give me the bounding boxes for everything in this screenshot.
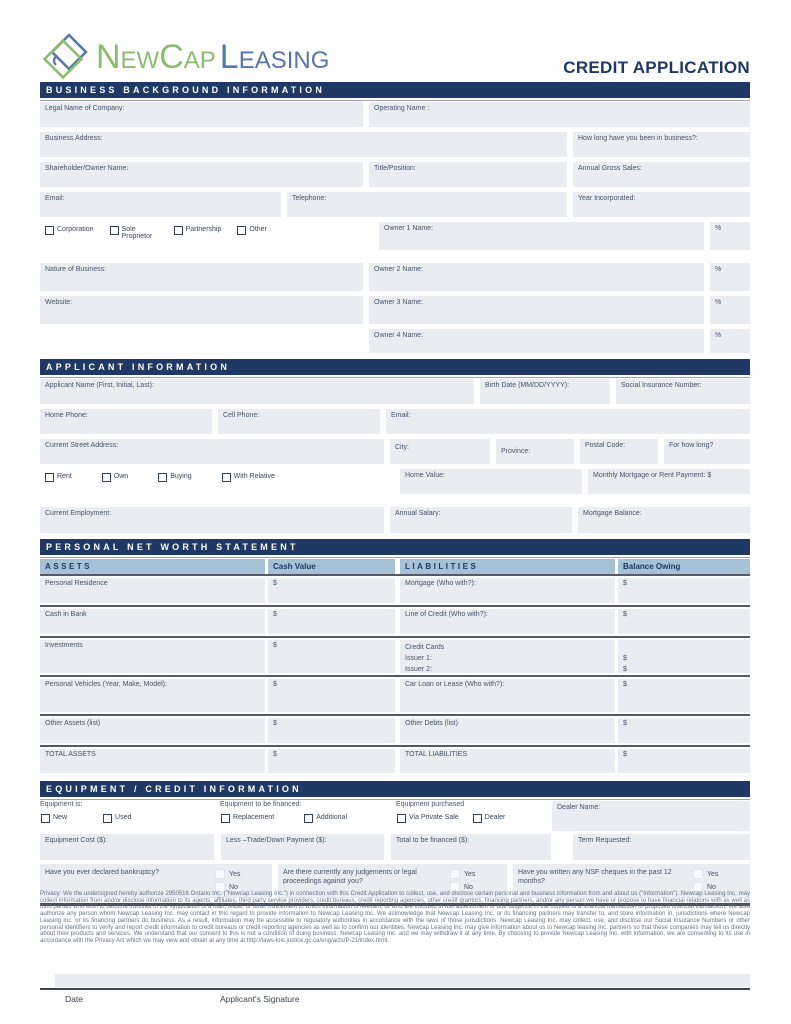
new-label: New — [53, 814, 68, 821]
private-sale-label: Via Private Sale — [409, 814, 459, 821]
entity-option-sole-proprietor — [110, 226, 158, 254]
line-of-credit-field[interactable] — [400, 609, 615, 634]
credit-cards-field[interactable] — [400, 640, 615, 673]
line-of-credit-balance-field[interactable] — [618, 609, 750, 634]
judgements-yes-checkbox[interactable] — [450, 869, 460, 879]
signature-rule — [40, 988, 750, 990]
business-row-5 — [40, 222, 750, 258]
residence-option-own — [102, 473, 128, 498]
equipment-cost-field[interactable] — [40, 834, 214, 860]
how-long-in-business-label: How long have you been in business?: — [578, 135, 698, 142]
home-value-field[interactable] — [400, 469, 582, 494]
dealer-label: Dealer — [484, 814, 506, 821]
dealer-name-label: Dealer Name: — [557, 804, 601, 811]
nsf-yes-checkbox[interactable] — [693, 869, 703, 879]
legal-name-field[interactable] — [40, 102, 363, 127]
partnership-label: Partnership — [185, 226, 222, 233]
used-label: Used — [115, 814, 132, 821]
private-sale-option — [397, 814, 459, 823]
entity-option-other — [237, 226, 267, 254]
cash-value-column-header: Cash Value — [268, 559, 395, 574]
shareholder-name-field[interactable] — [40, 162, 363, 187]
applicant-row-2 — [40, 409, 750, 434]
issuer-2-label: Issuer 2: — [405, 666, 432, 673]
dealer-name-field[interactable] — [552, 801, 750, 831]
dollar-sign: $ — [623, 666, 627, 673]
equipment-is-label: Equipment is: — [40, 801, 83, 808]
equipment-row-2 — [40, 834, 750, 860]
additional-checkbox[interactable] — [304, 814, 313, 823]
corporation-checkbox[interactable] — [45, 226, 54, 235]
networth-row-cash — [40, 605, 750, 634]
dollar-sign: $ — [623, 611, 627, 618]
networth-row-investments — [40, 636, 750, 673]
networth-row-other — [40, 714, 750, 743]
car-loan-balance-field[interactable] — [618, 679, 750, 712]
cash-in-bank-label-cell — [40, 609, 265, 634]
investments-label-cell — [40, 640, 265, 673]
applicant-name-field[interactable] — [40, 379, 474, 404]
no-label: No — [229, 883, 238, 891]
owner-2-name-label: Owner 2 Name: — [374, 266, 424, 273]
current-employment-field[interactable] — [40, 507, 384, 533]
total-assets-label-cell — [40, 749, 265, 773]
yes-label: Yes — [707, 870, 719, 878]
entity-option-partnership — [174, 226, 222, 254]
logo-diamond-icon — [40, 32, 90, 82]
business-row-2 — [40, 132, 750, 157]
networth-row-totals — [40, 745, 750, 773]
corporation-label: Corporation — [57, 226, 94, 233]
owner-3-percent-field[interactable] — [710, 296, 750, 324]
cash-in-bank-value-field[interactable] — [268, 609, 395, 634]
percent-sign: % — [715, 299, 722, 306]
dollar-sign: $ — [623, 720, 627, 727]
business-row-1 — [40, 102, 750, 127]
investments-value-field[interactable] — [268, 640, 395, 673]
home-value-label: Home Value: — [405, 472, 445, 479]
page-title: CREDIT APPLICATION — [563, 58, 750, 77]
how-long-in-business-field[interactable] — [573, 132, 750, 157]
additional-option — [304, 814, 347, 823]
postal-code-label: Postal Code: — [585, 442, 626, 449]
birth-date-label: Birth Date (MM/DD/YYYY): — [485, 382, 570, 389]
spacer — [623, 642, 745, 653]
residence-options — [40, 469, 394, 502]
mortgage-balance-label: Mortgage Balance: — [583, 510, 642, 517]
percent-sign: % — [715, 266, 722, 273]
residence-option-with-relative — [222, 473, 275, 498]
bankruptcy-yes-checkbox[interactable] — [215, 869, 225, 879]
current-employment-label: Current Employment: — [45, 510, 112, 517]
entity-type-options — [40, 222, 373, 258]
residence-option-buying — [158, 473, 191, 498]
owner-2-percent-field[interactable] — [710, 263, 750, 291]
cell-phone-label: Cell Phone: — [223, 412, 260, 419]
nsf-question-label: Have you written any NSF cheques in the past 12 months? — [518, 869, 672, 885]
line-of-credit-label: Line of Credit (Who with?): — [405, 611, 488, 618]
date-label: Date — [65, 994, 83, 1004]
investments-label: Investments — [45, 642, 83, 649]
applicant-row-3 — [40, 439, 750, 464]
other-assets-label: Other Assets (list) — [45, 720, 101, 727]
replacement-checkbox[interactable] — [221, 814, 230, 823]
website-field[interactable] — [40, 296, 363, 324]
for-how-long-label: For how long? — [669, 442, 714, 449]
mortgage-balance-field[interactable] — [578, 507, 750, 533]
dollar-sign: $ — [273, 642, 277, 649]
sole-proprietor-label: Sole Proprietor — [121, 226, 153, 240]
total-assets-label: TOTAL ASSETS — [45, 751, 96, 758]
applicant-row-1 — [40, 379, 750, 404]
applicant-email-field[interactable] — [386, 409, 750, 434]
dollar-sign: $ — [623, 655, 627, 662]
logo-wordmark — [96, 40, 329, 74]
city-label: City: — [395, 444, 409, 451]
percent-sign: % — [715, 332, 722, 339]
dollar-sign: $ — [273, 720, 277, 727]
other-debts-balance-field[interactable] — [618, 718, 750, 743]
legal-name-label: Legal Name of Company: — [45, 105, 125, 112]
other-debts-field[interactable] — [400, 718, 615, 743]
section-bar-equipment: EQUIPMENT / CREDIT INFORMATION — [40, 781, 750, 797]
home-phone-field[interactable] — [40, 409, 212, 434]
credit-cards-balance-field[interactable] — [618, 640, 750, 673]
rent-checkbox[interactable] — [45, 473, 54, 482]
owner-3-name-label: Owner 3 Name: — [374, 299, 424, 306]
newcap-leasing-logo — [40, 32, 329, 82]
yes-label: Yes — [464, 870, 476, 878]
applicant-email-label: Email: — [391, 412, 411, 419]
with-relative-checkbox[interactable] — [222, 473, 231, 482]
cell-phone-field[interactable] — [218, 409, 380, 434]
postal-code-field[interactable] — [580, 439, 658, 464]
assets-column-header: ASSETS — [40, 559, 265, 574]
own-checkbox[interactable] — [102, 473, 111, 482]
business-row-7 — [40, 296, 750, 324]
owner-1-name-field[interactable] — [379, 222, 704, 250]
replacement-option — [221, 814, 274, 823]
year-incorporated-label: Year Incorporated: — [578, 195, 636, 202]
other-label: Other — [249, 226, 267, 233]
applicant-signature-label: Applicant's Signature — [220, 994, 300, 1004]
total-financed-label: Total to be financed ($): — [396, 837, 470, 844]
owner-1-name-label: Owner 1 Name: — [384, 225, 434, 232]
sin-field[interactable] — [616, 379, 750, 404]
telephone-field[interactable] — [287, 192, 567, 217]
personal-vehicles-label-cell — [40, 679, 265, 712]
no-label: No — [707, 883, 716, 891]
term-requested-field[interactable] — [573, 834, 750, 860]
car-loan-label: Car Loan or Lease (Who with?): — [405, 681, 505, 688]
other-assets-label-cell — [40, 718, 265, 743]
other-checkbox[interactable] — [237, 226, 246, 235]
applicant-name-label: Applicant Name (First, Initial, Last): — [45, 382, 154, 389]
less-trade-label: Less –Trade/Down Payment ($): — [226, 837, 327, 844]
logo-word-newcap: NewCap — [96, 38, 216, 76]
less-trade-field[interactable] — [221, 834, 384, 860]
privacy-disclosure-text: Privacy: We the undersigned hereby authorize 2950516 Ontario Inc. ("Newcap Leasing Inc.") in connection with this Credit Application to collect, use, and disclose certain personal and business information from and about us ("Information"). Newcap Leasing Inc. may collect information from and/or disclose information to its agents, affiliates, third party service providers, credit bureaus, credit reporting agencies, other credit grantors, financing partners, and/or any person we have or propose to have financial relations with as well as third parties who wish to become involved in the syndication of a loan, lease, or other investment in which information is relevant, or who are involved in risk assessment or due diligence in the context of a financial transaction or proposed financial transaction. We also authorize any person whom Newcap Leasing Inc. may contact in this regard to provide information to Newcap Leasing Inc. We acknowledge that Newcap Leasing Inc. or its financing partners may transfer to, and store information in, jurisdictions where Newcap Leasing Inc. or its financing partners do business. As a result, information may be accessible to regulatory authorities in accordance with the laws of those jurisdictions. Newcap Leasing Inc. may collect, use, and disclose our Social Insurance Numbers or other personal identifiers to verify and report credit information to credit bureaus or credit reporting agencies as well as to confirm our identities. Newcap Leasing Inc. may give information about us to Newcap leasing Inc. partners so that these companies may tell us directly about their products and services. We understand that our consent to this is not a condition of doing business. Newcap Leasing Inc. and we may withdraw it at any time. By choosing to provide Newcap Leasing Inc. with information, we are consenting to its use in accordance with the Privacy Act which we may view and obtain at any time at http://laws-lois.justice.gc.ca/eng/acts/P-21/index.html. — [40, 891, 750, 944]
other-assets-value-field[interactable] — [268, 718, 395, 743]
street-address-field[interactable] — [40, 439, 384, 464]
section-bar-applicant: APPLICANT INFORMATION — [40, 359, 750, 375]
mortgage-label: Mortgage (Who with?): — [405, 580, 476, 587]
car-loan-field[interactable] — [400, 679, 615, 712]
personal-vehicles-label: Personal Vehicles (Year, Make, Model): — [45, 681, 167, 688]
nsf-yes-option — [693, 869, 745, 879]
equipment-row-1 — [40, 801, 750, 831]
sole-proprietor-checkbox[interactable] — [110, 226, 119, 235]
business-email-field[interactable] — [40, 192, 281, 217]
residence-option-rent — [45, 473, 72, 498]
section-bar-networth: PERSONAL NET WORTH STATEMENT — [40, 539, 750, 555]
birth-date-field[interactable] — [480, 379, 610, 404]
to-be-financed-label: Equipment to be financed: — [220, 801, 302, 808]
owner-4-percent-field[interactable] — [710, 329, 750, 353]
operating-name-label: Operating Name : — [374, 105, 430, 112]
business-row-3 — [40, 162, 750, 187]
liabilities-column-header: LIABILITIES — [400, 559, 615, 574]
monthly-payment-field[interactable] — [588, 469, 750, 494]
telephone-label: Telephone: — [292, 195, 327, 202]
used-checkbox[interactable] — [103, 814, 112, 823]
issuer-1-label: Issuer 1: — [405, 655, 432, 662]
no-label: No — [464, 883, 473, 891]
owner-3-name-field[interactable] — [369, 296, 704, 324]
other-debts-label: Other Debts (list) — [405, 720, 458, 727]
annual-salary-label: Annual Salary: — [395, 510, 441, 517]
dealer-checkbox[interactable] — [473, 814, 482, 823]
own-label: Own — [113, 473, 129, 480]
equipment-is-group — [40, 801, 214, 831]
applicant-row-4 — [40, 469, 750, 502]
total-liabilities-balance-field[interactable] — [618, 749, 750, 773]
judgements-question-label: Are there currently any judgements or legal proceedings against you? — [283, 869, 417, 885]
equipment-purchased-group — [396, 801, 546, 831]
judgements-yes-option — [450, 869, 502, 879]
nature-of-business-field[interactable] — [40, 263, 363, 291]
term-requested-label: Term Requested: — [578, 837, 632, 844]
networth-row-vehicles — [40, 675, 750, 712]
shareholder-name-label: Shareholder/Owner Name: — [45, 165, 129, 172]
province-label: Province: — [501, 448, 531, 455]
replacement-label: Replacement — [233, 814, 275, 821]
nature-of-business-label: Nature of Business: — [45, 266, 107, 273]
home-phone-label: Home Phone: — [45, 412, 88, 419]
street-address-label: Current Street Address: — [45, 442, 119, 449]
bankruptcy-yes-option — [215, 869, 267, 879]
networth-row-residence — [40, 574, 750, 603]
personal-vehicles-value-field[interactable] — [268, 679, 395, 712]
private-sale-checkbox[interactable] — [397, 814, 406, 823]
credit-cards-label: Credit Cards — [405, 644, 445, 651]
mortgage-balance-owing-field[interactable] — [618, 578, 750, 603]
dollar-sign: $ — [623, 681, 627, 688]
equipment-financed-group — [220, 801, 390, 831]
business-address-field[interactable] — [40, 132, 567, 157]
spacer — [40, 329, 363, 353]
annual-gross-sales-label: Annual Gross Sales: — [578, 165, 642, 172]
dollar-sign: $ — [623, 580, 627, 587]
signature-input-area[interactable] — [55, 974, 750, 987]
section-bar-business: BUSINESS BACKGROUND INFORMATION — [40, 82, 750, 98]
owner-1-percent-field[interactable] — [710, 222, 750, 250]
business-row-6 — [40, 263, 750, 291]
personal-residence-value-field[interactable] — [268, 578, 395, 603]
equipment-purchased-label: Equipment purchased — [396, 801, 465, 808]
monthly-payment-label: Monthly Mortgage or Rent Payment: $ — [593, 472, 712, 479]
equipment-new-option — [41, 814, 67, 823]
owner-2-name-field[interactable] — [369, 263, 704, 291]
business-row-4 — [40, 192, 750, 217]
bankruptcy-question-label: Have you ever declared bankruptcy? — [45, 869, 160, 876]
networth-column-headers — [40, 559, 750, 574]
page-header — [40, 0, 750, 82]
total-liabilities-field[interactable] — [400, 749, 615, 773]
dollar-sign: $ — [273, 611, 277, 618]
dollar-sign: $ — [273, 751, 277, 758]
balance-owing-column-header: Balance Owing — [618, 559, 750, 574]
additional-label: Additional — [316, 814, 347, 821]
sin-label: Social Insurance Number: — [621, 382, 702, 389]
equipment-cost-label: Equipment Cost ($): — [45, 837, 108, 844]
business-row-8 — [40, 329, 750, 353]
partnership-checkbox[interactable] — [174, 226, 183, 235]
dollar-sign: $ — [273, 681, 277, 688]
personal-residence-label: Personal Residence — [45, 580, 108, 587]
entity-option-corporation — [45, 226, 94, 254]
yes-label: Yes — [229, 870, 241, 878]
business-email-label: Email: — [45, 195, 65, 202]
total-financed-field[interactable] — [391, 834, 551, 860]
owner-4-name-field[interactable] — [369, 329, 704, 353]
applicant-row-5 — [40, 507, 750, 533]
year-incorporated-field[interactable] — [573, 192, 750, 217]
logo-word-leasing: Leasing — [219, 38, 330, 76]
province-field[interactable] — [496, 439, 574, 464]
for-how-long-field[interactable] — [664, 439, 750, 464]
dealer-option — [473, 814, 506, 823]
equipment-used-option — [103, 814, 131, 823]
buying-checkbox[interactable] — [158, 473, 167, 482]
owner-4-name-label: Owner 4 Name: — [374, 332, 424, 339]
business-address-label: Business Address: — [45, 135, 103, 142]
cash-in-bank-label: Cash in Bank — [45, 611, 87, 618]
dollar-sign: $ — [273, 580, 277, 587]
annual-gross-sales-field[interactable] — [573, 162, 750, 187]
personal-residence-label-cell — [40, 578, 265, 603]
with-relative-label: With Relative — [233, 473, 275, 480]
website-label: Website: — [45, 299, 73, 306]
title-position-label: Title/Position: — [374, 165, 416, 172]
operating-name-field[interactable] — [369, 102, 750, 127]
dollar-sign: $ — [623, 751, 627, 758]
buying-label: Buying — [170, 473, 192, 480]
city-field[interactable] — [390, 439, 490, 464]
total-liabilities-label: TOTAL LIABILITIES — [405, 751, 468, 758]
new-checkbox[interactable] — [41, 814, 50, 823]
mortgage-who-with-field[interactable] — [400, 578, 615, 603]
percent-sign: % — [715, 225, 722, 232]
annual-salary-field[interactable] — [390, 507, 572, 533]
total-assets-value-field[interactable] — [268, 749, 395, 773]
rent-label: Rent — [57, 473, 72, 480]
title-position-field[interactable] — [369, 162, 567, 187]
